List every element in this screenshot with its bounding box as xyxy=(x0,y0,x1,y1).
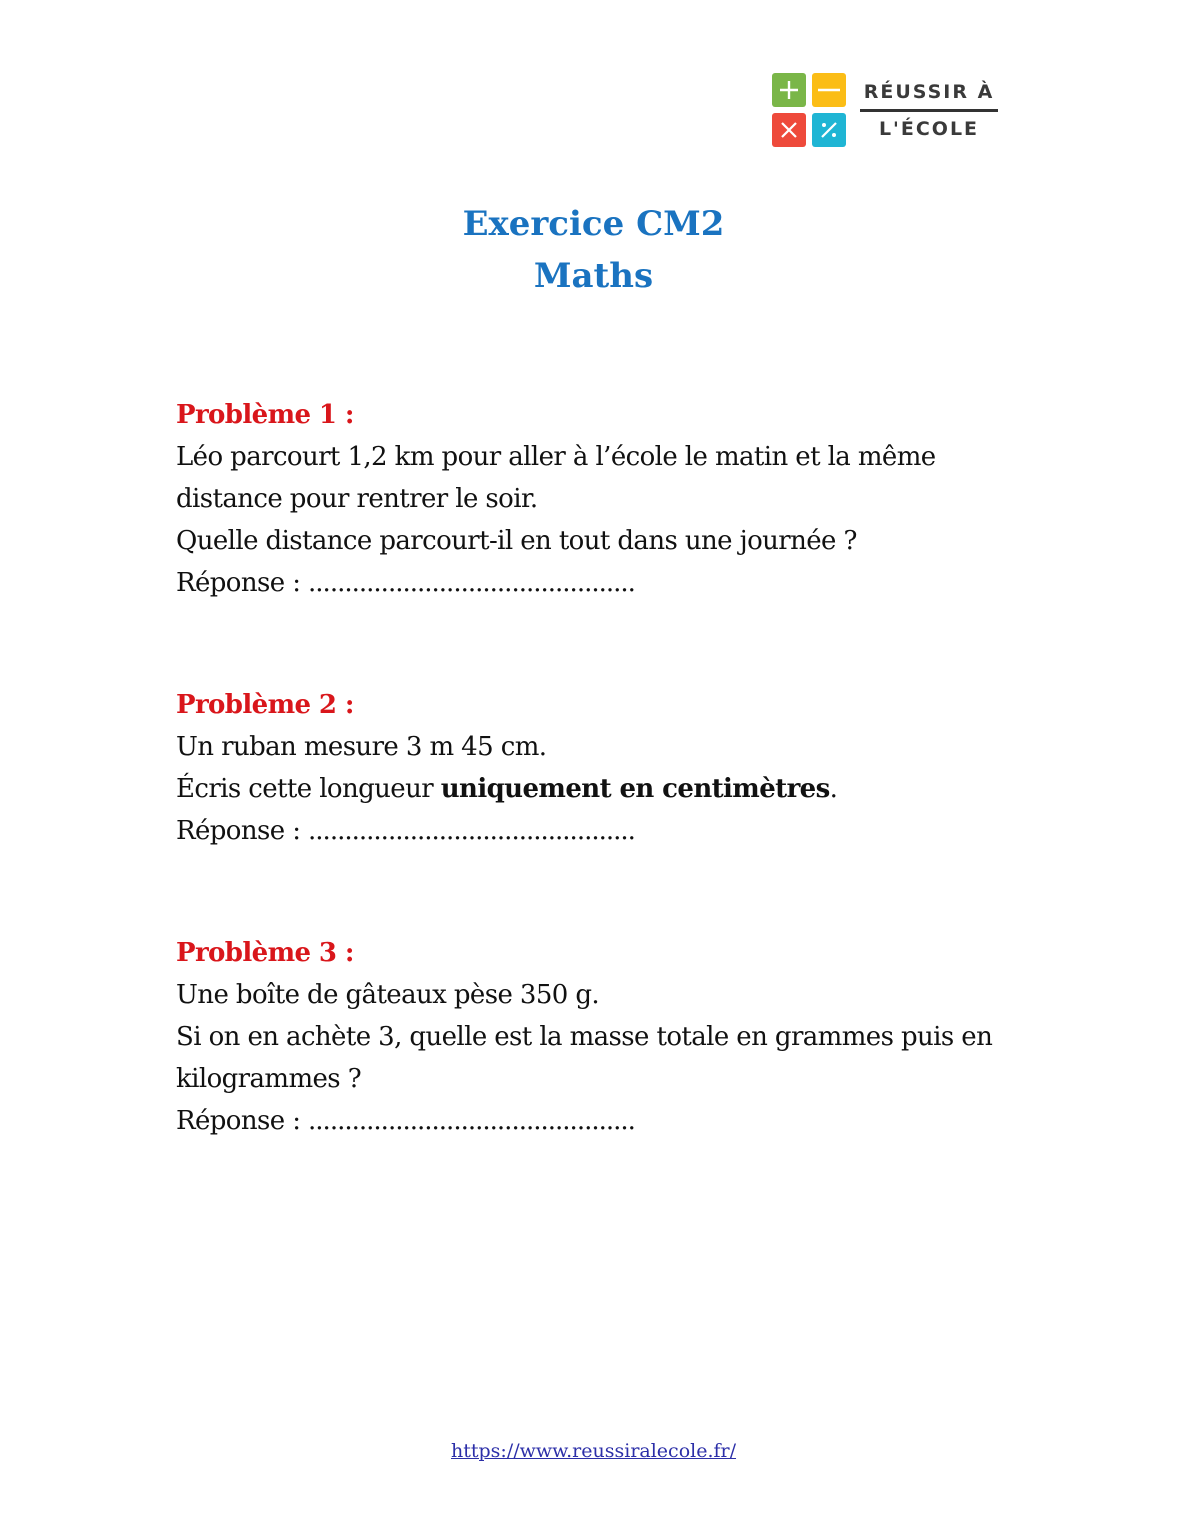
problem-1 xyxy=(176,394,1036,604)
problem-text-line: Léo parcourt 1,2 km pour aller à l’école le matin et la même xyxy=(176,442,936,472)
site-logo xyxy=(772,73,998,147)
times-icon xyxy=(772,113,806,147)
plus-icon xyxy=(772,73,806,107)
answer-label: Réponse : xyxy=(176,1106,301,1136)
logo-text-bottom: L'ÉCOLE xyxy=(878,117,980,140)
question-emphasis: uniquement en centimètres xyxy=(440,774,830,804)
title-line-2: Maths xyxy=(533,256,654,296)
page-title xyxy=(0,198,1187,302)
problem-text-line: Une boîte de gâteaux pèse 350 g. xyxy=(176,980,600,1010)
minus-icon xyxy=(812,73,846,107)
answer-blank[interactable]: ............................................. xyxy=(308,816,635,846)
footer xyxy=(0,1440,1187,1462)
title-line-1: Exercice CM2 xyxy=(462,204,725,244)
problem-question-cont: kilogrammes ? xyxy=(176,1064,362,1094)
logo-text-top: RÉUSSIR À xyxy=(863,80,995,103)
percent-icon xyxy=(812,113,846,147)
problem-text-line: Un ruban mesure 3 m 45 cm. xyxy=(176,732,547,762)
problem-question: Si on en achète 3, quelle est la masse totale en grammes puis en xyxy=(176,1022,993,1052)
answer-line xyxy=(176,562,1036,604)
question-prefix: Écris cette longueur xyxy=(176,774,441,804)
problem-question xyxy=(176,768,1036,810)
problem-2 xyxy=(176,684,1036,852)
answer-label: Réponse : xyxy=(176,816,301,846)
logo-wordmark xyxy=(860,81,998,140)
problem-heading: Problème 2 : xyxy=(176,690,354,720)
question-suffix: . xyxy=(829,774,838,804)
answer-blank[interactable]: ............................................. xyxy=(308,568,635,598)
logo-grid xyxy=(772,73,846,147)
problem-heading: Problème 3 : xyxy=(176,938,354,968)
problem-heading: Problème 1 : xyxy=(176,400,354,430)
answer-blank[interactable]: ............................................. xyxy=(308,1106,635,1136)
answer-label: Réponse : xyxy=(176,568,301,598)
problem-3 xyxy=(176,932,1036,1142)
problem-question: Quelle distance parcourt-il en tout dans une journée ? xyxy=(176,526,857,556)
problem-text-line: distance pour rentrer le soir. xyxy=(176,484,538,514)
answer-line xyxy=(176,810,1036,852)
answer-line xyxy=(176,1100,1036,1142)
website-link[interactable]: https://www.reussiralecole.fr/ xyxy=(450,1440,737,1462)
